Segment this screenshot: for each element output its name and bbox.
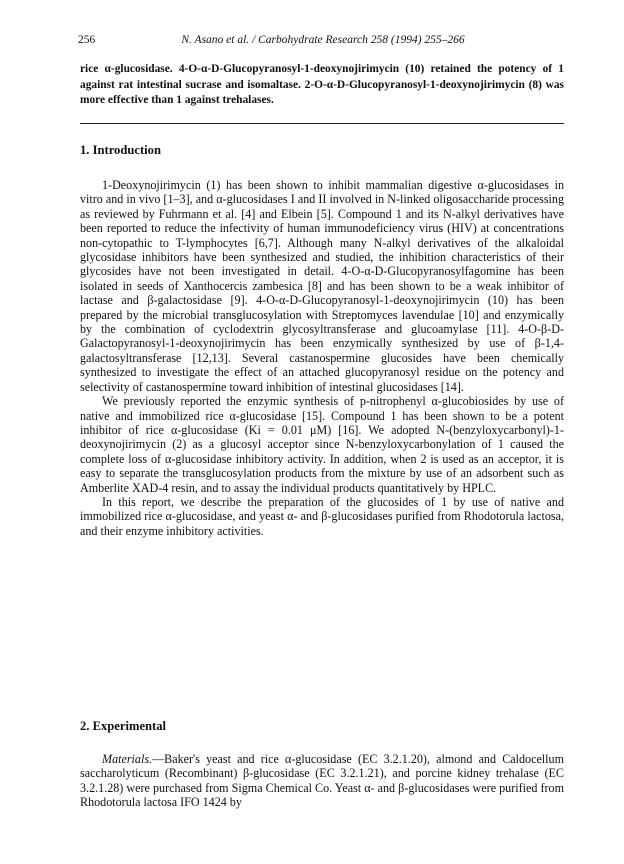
- materials-text: —Baker's yeast and rice α-glucosidase (EC 3.2.1.20), almond and Caldocellum saccharolyticum (Recombinant) β-glucosidase (EC 3.2.1.21), and porcine kidney trehalase (EC 3.2.1.28) were purchased from Sigma Chemical Co. Yeast α- and β-glucosidases were purified from Rhodotorula lactosa IFO 1424 by: [80, 752, 564, 810]
- introduction-heading: 1. Introduction: [80, 143, 161, 157]
- intro-paragraph-1: 1-Deoxynojirimycin (1) has been shown to inhibit mammalian digestive α-glucosidases in vitro and in vivo [1–3], and α-glucosidases I and II involved in N-linked oligosaccharide processing as reviewed by Fuhrmann et al. [4] and Elbein [5]. Compound 1 and its N-alkyl derivatives have been reported to reduce the infectivity of human immunodeficiency virus (HIV) at concentrations non-cytopathic to T-lymphocytes [6,7]. Although many N-alkyl derivatives of the alkaloidal glycosidase inhibitors have been synthesized and studied, the inhibition characteristics of their glycosides have not been investigated in detail. 4-O-α-D-Glucopyranosylfagomine has been isolated in seeds of Xanthocercis zambesica [8] and has been shown to be a weak inhibitor of lactase and β-galactosidase [9]. 4-O-α-D-Glucopyranosyl-1-deoxynojirimycin (10) has been prepared by the microbial transglucosylation with Streptomyces lavendulae [10] and enzymically by the combination of cyclodextrin glycosyltransferase and glucoamylase [11]. 4-O-β-D-Galactopyranosyl-1-deoxynojirimycin has been enzymically synthesized by use of β-1,4-galactosyltransferase [12,13]. Several castanospermine glucosides have been chemically synthesized to investigate the effect of an attached glucopyranosyl residue on the potency and selectivity of castanospermine toward inhibition of intestinal glucosidases [14].: [80, 178, 564, 394]
- running-head: N. Asano et al. / Carbohydrate Research 258 (1994) 255–266: [181, 34, 465, 46]
- abstract-continuation: [80, 62, 564, 109]
- experimental-body: [80, 752, 564, 810]
- page-number: 256: [78, 34, 96, 46]
- experimental-paragraph: [80, 752, 564, 810]
- experimental-heading: 2. Experimental: [80, 719, 167, 733]
- abstract-text: rice α-glucosidase. 4-O-α-D-Glucopyranosyl-1-deoxynojirimycin (10) retained the potency of 1 against rat intestinal sucrase and isomaltase. 2-O-α-D-Glucopyranosyl-1-deoxynojirimycin (8) was more effective than 1 against trehalases.: [80, 63, 564, 106]
- section-divider: [80, 123, 564, 124]
- materials-label: Materials.: [102, 752, 153, 766]
- page-header: [78, 34, 568, 50]
- introduction-body: [80, 178, 564, 538]
- intro-paragraph-3: In this report, we describe the preparation of the glucosides of 1 by use of native and immobilized rice α-glucosidase, and yeast α- and β-glucosidases purified from Rhodotorula lactosa, and their enzyme inhibitory activities.: [80, 494, 564, 538]
- intro-paragraph-2: We previously reported the enzymic synthesis of p-nitrophenyl α-glucobiosides by use of native and immobilized rice α-glucosidase [15]. Compound 1 has been shown to be a potent inhibitor of rice α-glucosidase (Ki = 0.01 μM) [16]. We adopted N-(benzyloxycarbonyl)-1-deoxynojirimycin (2) as a glucosyl acceptor since N-benzyloxycarbonylation of 1 caused the complete loss of α-glucosidase inhibitory activity. In addition, when 2 is used as an acceptor, it is easy to separate the transglucosylation products from the mixture by use of an adsorbent such as Amberlite XAD-4 resin, and to assay the individual products quantitatively by HPLC.: [80, 394, 564, 495]
